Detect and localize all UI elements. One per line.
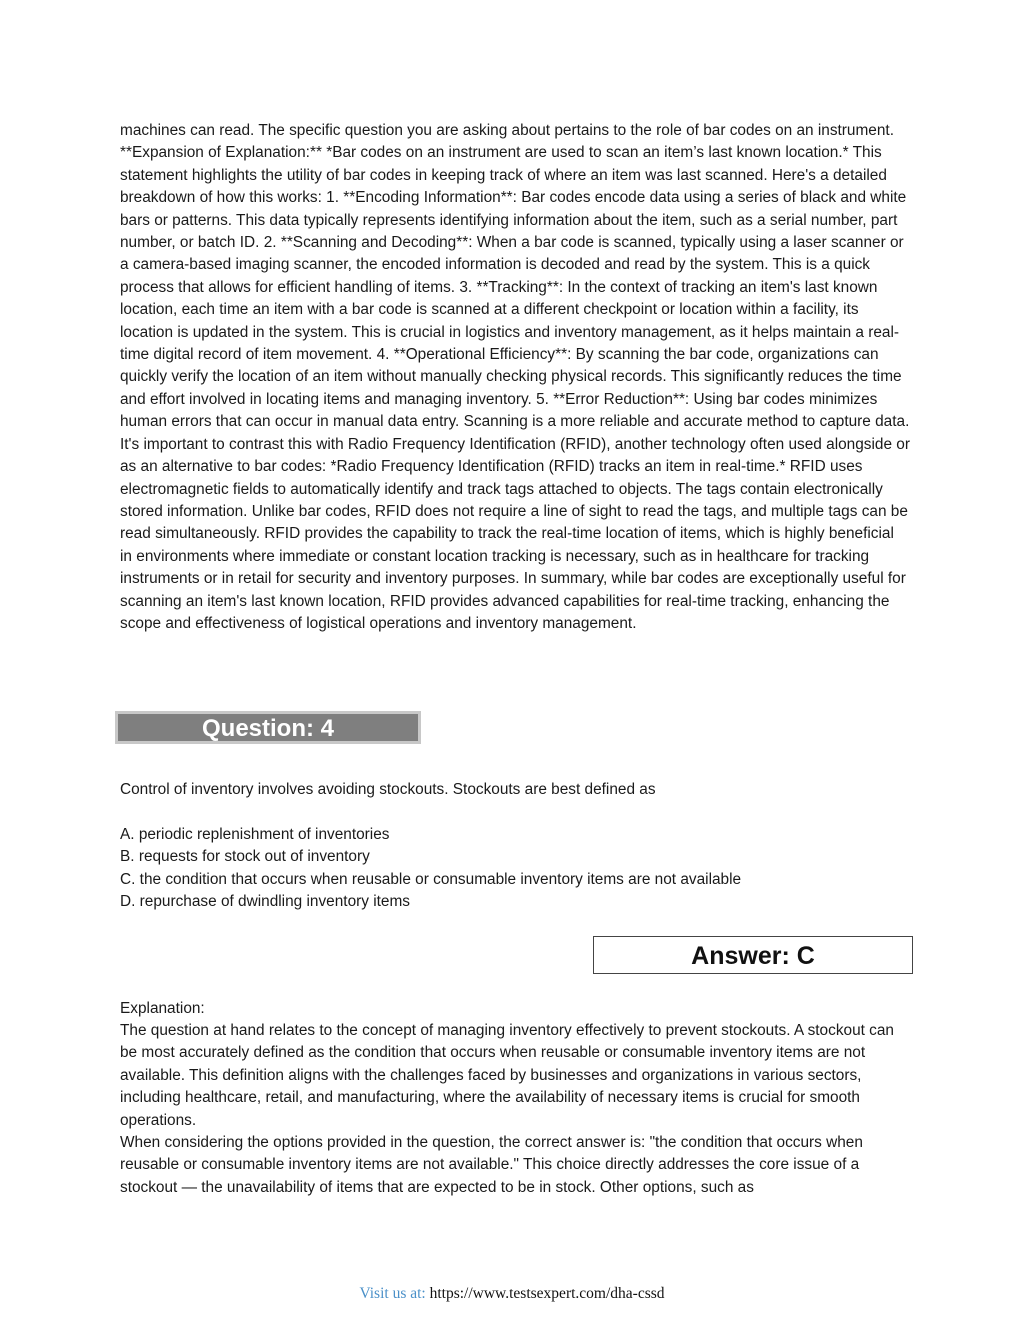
footer	[0, 1285, 1024, 1303]
explanation-paragraph-2: When considering the options provided in the question, the correct answer is: "the condition that occurs when reusable or consumable inventory items are not available." This choice directly addresses the core issue of a stockout — the unavailability of items that are expected to be in stock. Other options, such as	[120, 1134, 863, 1196]
option-a: A. periodic replenishment of inventories	[120, 826, 390, 843]
footer-url-link[interactable]: https://www.testsexpert.com/dha-cssd	[429, 1285, 665, 1302]
previous-explanation: machines can read. The specific question you are asking about pertains to the role of bar codes on an instrument. **Expansion of Explanation:** *Bar codes on an instrument are used to scan an item’s last known location.* This statement highlights the utility of bar codes in keeping track of where an item was last scanned. Here's a detailed breakdown of how this works: 1. **Encoding Information**: Bar codes encode data using a series of black and white bars or patterns. This data typically represents identifying information about the item, such as a serial number, part number, or batch ID. 2. **Scanning and Decoding**: When a bar code is scanned, typically using a laser scanner or a camera-based imaging scanner, the encoded information is decoded and read by the system. This is a quick process that allows for efficient handling of items. 3. **Tracking**: In the context of tracking an item's last known location, each time an item with a bar code is scanned at a different checkpoint or location within a facility, its location is updated in the system. This is crucial in logistics and inventory management, as it helps maintain a real-time digital record of item movement. 4. **Operational Efficiency**: By scanning the bar code, organizations can quickly verify the location of an item without manually checking physical records. This significantly reduces the time and effort involved in locating items and managing inventory. 5. **Error Reduction**: Using bar codes minimizes human errors that can occur in manual data entry. Scanning is a more reliable and accurate method to capture data. It's important to contrast this with Radio Frequency Identification (RFID), another technology often used alongside or as an alternative to bar codes: *Radio Frequency Identification (RFID) tracks an item in real-time.* RFID uses electromagnetic fields to automatically identify and track tags attached to objects. The tags contain electronically stored information. Unlike bar codes, RFID does not require a line of sight to read the tags, and multiple tags can be read simultaneously. RFID provides the capability to track the real-time location of items, which is highly beneficial in environments where immediate or constant location tracking is necessary, such as in healthcare for tracking instruments or in retail for security and inventory purposes. In summary, while bar codes are exceptionally useful for scanning an item's last known location, RFID provides advanced capabilities for real-time tracking, enhancing the scope and effectiveness of logistical operations and inventory management.	[120, 122, 910, 632]
explanation-label: Explanation:	[120, 1000, 205, 1017]
option-d: D. repurchase of dwindling inventory items	[120, 893, 410, 911]
footer-visit-label: Visit us at:	[359, 1285, 430, 1302]
option-b: B. requests for stock out of inventory	[120, 848, 370, 866]
answer-options	[120, 824, 910, 914]
question-text: Control of inventory involves avoiding stockouts. Stockouts are best defined as	[120, 781, 656, 798]
option-c: C. the condition that occurs when reusable or consumable inventory items are not available	[120, 870, 742, 888]
answer-box: Answer: C	[593, 936, 913, 974]
question-heading: Question: 4	[115, 711, 421, 744]
explanation-paragraph-1: The question at hand relates to the concept of managing inventory effectively to prevent stockouts. A stockout can be most accurately defined as the condition that occurs when reusable or consumable inventory items are not available. This definition aligns with the challenges faced by businesses and organizations in various sectors, including healthcare, retail, and manufacturing, where the availability of necessary items is crucial for smooth operations.	[120, 1022, 894, 1129]
